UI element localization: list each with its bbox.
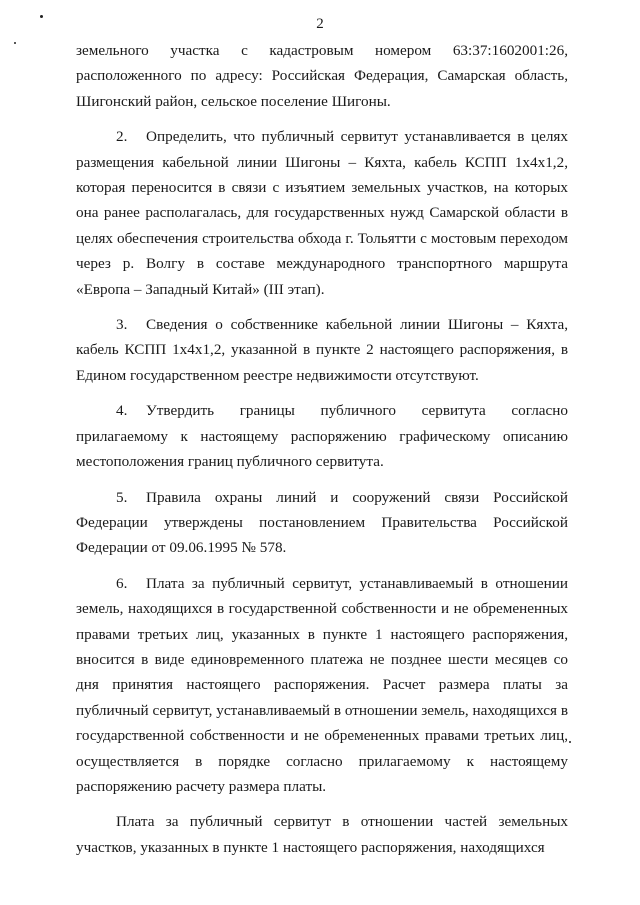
paragraph-text: Плата за публичный сервитут в отношении частей земельных участков, указанных в пункте 1 настоящего распоряжения, находящихся — [76, 813, 568, 856]
paragraph-text: Утвердить границы публичного сервитута согласно прилагаемому к настоящему распоряжению графическому описанию местоположения границ публичного сервитута. — [76, 402, 568, 471]
paragraph-item-4 — [76, 398, 568, 474]
paragraph-text: Плата за публичный сервитут, устанавливаемый в отношении земель, находящихся в государственной собственности и не обремененных правами третьих лиц, указанных в пункте 1 настоящего распоряжения, вносится в виде единовременного платежа не позднее шести месяцев со дня принятия настоящего распоряжения. Расчет размера платы за публичный сервитут, устанавливаемый в отношении земель, находящихся в государственной собственности и не обремененных правами третьих лиц, осуществляется в порядке согласно прилагаемому к настоящему распоряжению расчету размера платы. — [76, 574, 568, 795]
paragraph-number: 4. — [116, 402, 128, 420]
document-body — [76, 38, 568, 860]
paragraph-number: 6. — [116, 574, 128, 592]
paragraph-text: Правила охраны линий и сооружений связи Российской Федерации утверждены постановлением Правительства Российской Федерации от 09.06.1995 № 578. — [76, 488, 568, 557]
paragraph-continuation — [76, 38, 568, 114]
paragraph-text: Определить, что публичный сервитут устанавливается в целях размещения кабельной линии Шигоны – Кяхта, кабель КСПП 1х4х1,2, которая переносится в связи с изъятием земельных участков, на которых она ранее располагалась, для государственных нужд Самарской области в целях обеспечения строительства обхода г. Тольятти с мостовым переходом через р. Волгу в составе международного транспортного маршрута «Европа – Западный Китай» (III этап). — [76, 128, 568, 298]
paragraph-item-2 — [76, 124, 568, 302]
paragraph-text: Сведения о собственнике кабельной линии Шигоны – Кяхта, кабель КСПП 1х4х1,2, указанной в пункте 2 настоящего распоряжения, в Едином государственном реестре недвижимости отсутствуют. — [76, 316, 568, 384]
scan-speck — [569, 741, 571, 743]
page-number: 2 — [316, 16, 324, 32]
paragraph-payment — [76, 809, 568, 860]
scan-speck — [14, 42, 16, 44]
paragraph-number: 3. — [116, 316, 128, 334]
paragraph-item-3 — [76, 312, 568, 388]
paragraph-number: 2. — [116, 128, 128, 146]
paragraph-item-5 — [76, 485, 568, 561]
paragraph-item-6 — [76, 571, 568, 800]
paragraph-text: земельного участка с кадастровым номером 63:37:1602001:26, расположенного по адресу: Российская Федерация, Самарская область, Шигонский район, сельское поселение Шигоны. — [76, 42, 568, 110]
paragraph-number: 5. — [116, 488, 128, 506]
